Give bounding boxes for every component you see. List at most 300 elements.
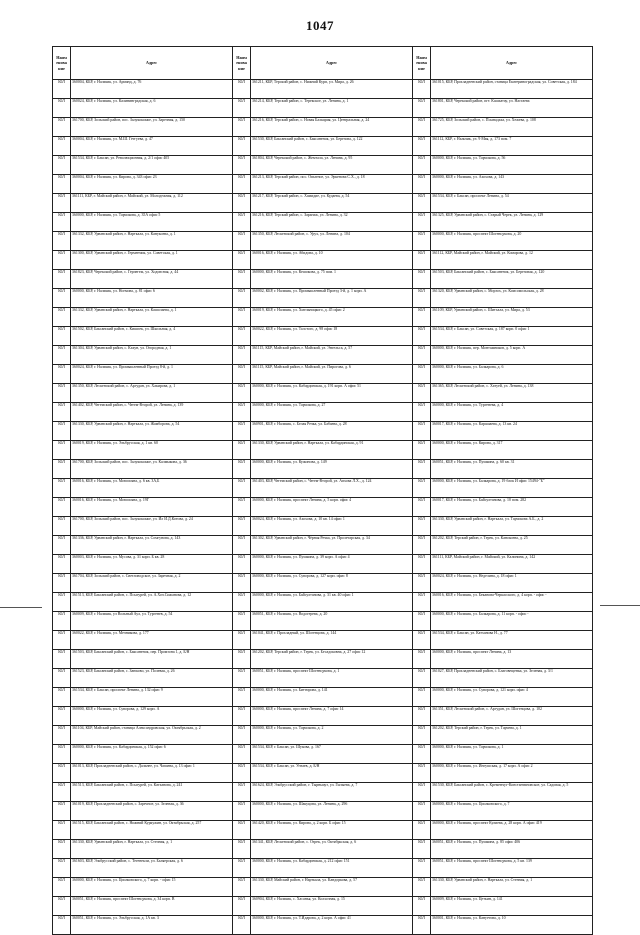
entity-type-cell: ЮЛ <box>413 726 431 745</box>
address-cell: 360000, КБР, г. Нальчик, ул. Ногмова, д. 81 офис 6 <box>71 289 233 308</box>
entity-type-cell: ЮЛ <box>233 916 251 935</box>
address-cell: 361019, КБР, Прохладненский район, с. Заречное, ул. Зеленая, д. 36 <box>71 802 233 821</box>
address-cell: 361624, КБР, Эльбрусский район, г. Тырныауз, ул. Гызыева, д. 7 <box>251 783 413 802</box>
entity-type-cell: ЮЛ <box>413 574 431 593</box>
address-cell: 361534, КБР, г. Баксан, проспект Ленина, д. 132 офис 9 <box>71 688 233 707</box>
entity-type-cell: ЮЛ <box>53 137 71 156</box>
table-row <box>53 403 593 422</box>
entity-type-cell: ЮЛ <box>233 80 251 99</box>
address-cell: 360051, КБР, г. Нальчик, ул. Водогерева, д. 20 <box>251 612 413 631</box>
address-cell: 361015, КБР, Прохладненский район, станица Екатериноградская, ул. Советская, д. 184 <box>431 80 593 99</box>
address-cell: 360000, КБР, г. Нальчик, ул. Т.Идарова, д. 2 корп. А офис 41 <box>251 916 413 935</box>
address-cell: 361513, КБР, Баксанский район, с. Псыгурей, ул. Катханова, д. 241 <box>71 783 233 802</box>
address-cell: 360019, КБР, г. Нальчик, ул. Эльбрусская, д. 1 кв. 60 <box>71 441 233 460</box>
entity-type-cell: ЮЛ <box>233 897 251 916</box>
address-cell: 361109, КБР, Урванский район, с. Шитхала, ул. Мира, д. 53 <box>431 308 593 327</box>
table-row <box>53 213 593 232</box>
entity-type-cell: ЮЛ <box>233 118 251 137</box>
left-margin-mark <box>0 607 42 608</box>
entity-type-cell: ЮЛ <box>233 251 251 270</box>
table-row <box>53 422 593 441</box>
table-row <box>53 517 593 536</box>
entity-type-cell: ЮЛ <box>413 479 431 498</box>
table-row <box>53 308 593 327</box>
entity-type-cell: ЮЛ <box>413 593 431 612</box>
entity-type-cell: ЮЛ <box>413 346 431 365</box>
entity-type-cell: ЮЛ <box>413 878 431 897</box>
entity-type-cell: ЮЛ <box>233 821 251 840</box>
entity-type-cell: ЮЛ <box>233 593 251 612</box>
entity-type-cell: ЮЛ <box>233 802 251 821</box>
entity-type-cell: ЮЛ <box>53 536 71 555</box>
table-row <box>53 251 593 270</box>
entity-type-cell: ЮЛ <box>233 384 251 403</box>
address-cell: 361534, КБР, г. Баксан, ул. Угнаев, д. Б/Н <box>251 764 413 783</box>
address-cell: 360904, КБР, г. Нальчик, с. Хасанья, ул. Колхозная, д. 15 <box>251 897 413 916</box>
address-cell: 361402, КБР, Чегемский район, с. Чегем-Второй, ул. Ленина, д. 139 <box>71 403 233 422</box>
entity-type-cell: ЮЛ <box>413 859 431 878</box>
entity-type-cell: ЮЛ <box>53 783 71 802</box>
entity-type-cell: ЮЛ <box>53 403 71 422</box>
entity-type-cell: ЮЛ <box>233 555 251 574</box>
address-cell: 360000, КБР, г. Нальчик, проспект Шогенцукова, д. 20 <box>431 232 593 251</box>
table-row <box>53 175 593 194</box>
address-cell: 361332, КБР, Урванский район, г. Нарткала, ул. Канукоева, д. 1 <box>71 232 233 251</box>
column-header-address: Адрес <box>71 47 233 80</box>
address-cell: 361202, КБР, Терский район, г. Терек, ул. Канокоева, д. 25 <box>431 536 593 555</box>
address-cell: 361320, КБР, Урванский район, с. Морзох, ул. Комсомольская, д. 28 <box>431 289 593 308</box>
table-row <box>53 897 593 916</box>
entity-type-cell: ЮЛ <box>53 574 71 593</box>
address-cell: 361013, КБР, Прохладненский район, с. Дальнее, ул. Чапаева, д. 13 офис 1 <box>71 764 233 783</box>
entity-type-cell: ЮЛ <box>413 764 431 783</box>
table-row <box>53 745 593 764</box>
entity-type-cell: ЮЛ <box>53 650 71 669</box>
table-row <box>53 156 593 175</box>
entity-type-cell: ЮЛ <box>413 308 431 327</box>
address-cell: 360000, КБР, г. Нальчик, ул. Тарчокова, д. 2 <box>251 726 413 745</box>
entity-type-cell: ЮЛ <box>233 422 251 441</box>
entity-type-cell: ЮЛ <box>53 840 71 859</box>
address-cell: 361700, КБР, Зольский район, пос. Залукокоаже, ул. Ил И.Д.Котова, д. 24 <box>71 517 233 536</box>
address-cell: 360000, КБР, г. Нальчик, ул. Балкарова, д. 11 корп. - офис - <box>431 612 593 631</box>
entity-type-cell: ЮЛ <box>233 859 251 878</box>
address-cell: 361534, КБР, г. Баксан, ул. Революционная, д. 2/1 офис 405 <box>71 156 233 175</box>
address-cell: 360000, КБР, г. Нальчик, ул. Кабардинская, д. 191 корп. А офис 51 <box>251 384 413 403</box>
address-cell: 360000, КБР, г. Нальчик, проспект Ленина, д. 5 корп. офис 4 <box>251 498 413 517</box>
entity-type-cell: ЮЛ <box>53 194 71 213</box>
entity-type-cell: ЮЛ <box>53 517 71 536</box>
entity-type-cell: ЮЛ <box>53 365 71 384</box>
table-row <box>53 327 593 346</box>
table-row <box>53 650 593 669</box>
table-header-row <box>53 47 593 80</box>
page-number: 1047 <box>306 18 334 33</box>
entity-type-cell: ЮЛ <box>233 346 251 365</box>
address-cell: 361503, КБР, Баксанский район, с. Баксаненок, ул. Березовая, д. 120 <box>431 270 593 289</box>
address-cell: 361341, КБР, Лескенский район, с. Озрек, ул. Октябрьская, д. 6 <box>251 840 413 859</box>
address-cell: 360022, КБР, г. Нальчик, ул. Мечникова, д. 177 <box>71 631 233 650</box>
address-cell: 361700, КБР, Зольский район, пос. Залукокоаже, ул. Калмыкова, д. 36 <box>71 460 233 479</box>
table-row <box>53 479 593 498</box>
entity-type-cell: ЮЛ <box>233 460 251 479</box>
address-cell: 360901, КБР, г. Нальчик, с. Белая Речка, ул. Бабаева, д. 28 <box>251 422 413 441</box>
address-cell: 360009, КБР, г. Нальчик, ул. Цеткин, д. 141 <box>431 897 593 916</box>
entity-type-cell: ЮЛ <box>233 365 251 384</box>
table-body <box>53 80 593 935</box>
entity-type-cell: ЮЛ <box>413 631 431 650</box>
address-cell: 361336, КБР, Урванский район, г. Нарткала, ул. Сомгунова, д. 143 <box>71 536 233 555</box>
entity-type-cell: ЮЛ <box>53 764 71 783</box>
address-cell: 361214, КБР, Терский район, с. Терекское, ул. Ленина, д. 1 <box>251 99 413 118</box>
table-row <box>53 536 593 555</box>
entity-type-cell: ЮЛ <box>53 745 71 764</box>
address-cell: 360000, КБР, г. Нальчик, ул. Шакуцова, ул. Ленина, д. 296 <box>251 802 413 821</box>
address-cell: 361202, КБР, Терский район, г. Терек, ул. Бесадоковна, д. 27 офис 12 <box>251 650 413 669</box>
address-cell: 360000, КБР, г. Нальчик, ул. Суворова, д. 127 корп. офис 8 <box>251 574 413 593</box>
entity-type-cell: ЮЛ <box>233 517 251 536</box>
entity-type-cell: ЮЛ <box>233 441 251 460</box>
entity-type-cell: ЮЛ <box>53 726 71 745</box>
entity-type-cell: ЮЛ <box>233 745 251 764</box>
table-row <box>53 764 593 783</box>
entity-type-cell: ЮЛ <box>233 403 251 422</box>
address-cell: 361027, КБР, Прохладненский район, с. Благовещенка, ул. Зеленая, д. 3/1 <box>431 669 593 688</box>
entity-type-cell: ЮЛ <box>413 498 431 517</box>
entity-type-cell: ЮЛ <box>53 802 71 821</box>
entity-type-cell: ЮЛ <box>53 897 71 916</box>
entity-type-cell: ЮЛ <box>413 422 431 441</box>
address-cell: 361330, КБР, Урванский район, г. Нарткала, ул. Тарчокова А.Б., д. 2 <box>431 517 593 536</box>
entity-type-cell: ЮЛ <box>53 555 71 574</box>
entity-type-cell: ЮЛ <box>413 916 431 935</box>
address-cell: 360000, КБР, г. Нальчик, ул. Суворова, д. 121 корп. офис 4 <box>431 688 593 707</box>
address-cell: 360000, КБР, г. Нальчик, ул. Тарчокова, д. 27 <box>251 403 413 422</box>
table-row <box>53 840 593 859</box>
address-cell: 360024, КБР, г. Нальчик, ул. Неделина, д. 18 офис 1 <box>431 574 593 593</box>
address-cell: 361534, КБР, г. Баксан, ул. Катханова Н., д. 77 <box>431 631 593 650</box>
table-row <box>53 80 593 99</box>
address-cell: 361515, КБР, Баксанский район, с. Нижний Куркужин, ул. Октябрьская, д. 257 <box>71 821 233 840</box>
address-cell: 360024, КБР, г. Нальчик, ул. Калининградская, д. 6 <box>71 99 233 118</box>
address-cell: 360000, КБР, г. Нальчик, ул. Кабардинская, д. 212 офис 151 <box>251 859 413 878</box>
entity-type-cell: ЮЛ <box>53 916 71 935</box>
entity-type-cell: ЮЛ <box>413 270 431 289</box>
address-cell: 361350, КБР, Лескенский район, с. Урух, ул. Ленина, д. 104 <box>251 232 413 251</box>
address-cell: 361330, КБР, Майский район, г. Нарткала, ул. Кандоркова, д. 57 <box>251 878 413 897</box>
table-row <box>53 346 593 365</box>
entity-type-cell: ЮЛ <box>233 232 251 251</box>
entity-type-cell: ЮЛ <box>413 194 431 213</box>
address-cell: 360000, КБР, г. Нальчик, ул. Кирова, д. 317 <box>431 441 593 460</box>
table-row <box>53 802 593 821</box>
table-row <box>53 289 593 308</box>
address-cell: 361725, КБР, Зольский район, с. Псынадаха, ул. Хежева, д. 108 <box>431 118 593 137</box>
table-row <box>53 441 593 460</box>
entity-type-cell: ЮЛ <box>53 308 71 327</box>
address-cell: 361534, КБР, г. Баксан, проспект Ленина, д. 54 <box>431 194 593 213</box>
address-cell: 361330, КБР, Урванский район, г. Нарткала, ул. Стенная, д. 1 <box>431 878 593 897</box>
entity-type-cell: ЮЛ <box>233 764 251 783</box>
entity-type-cell: ЮЛ <box>413 441 431 460</box>
entity-type-cell: ЮЛ <box>233 688 251 707</box>
address-cell: 361216, КБР, Терский район, с. Новая Балкария, ул. Центральная, д. 24 <box>251 118 413 137</box>
address-cell: 360000, КБР, г. Нальчик, ул. Тарчокова, д. 1 <box>431 745 593 764</box>
address-cell: 360051, КБР, г. Нальчик, ул. Эльбрусская, д. 1А кв. 3 <box>71 916 233 935</box>
entity-type-cell: ЮЛ <box>233 783 251 802</box>
entity-type-cell: ЮЛ <box>233 308 251 327</box>
address-cell: 360000, КБР, г. Нальчик, ул. Балкарова, д. 19 блок И офис 15494-"Б" <box>431 479 593 498</box>
entity-type-cell: ЮЛ <box>413 175 431 194</box>
address-cell: 360000, КБР, г. Нальчик, пер. Монтажников, д. 5 корп. А <box>431 346 593 365</box>
address-cell: 361211, КБР, Терский район, с. Нижний Курп, ул. Мира, д. 26 <box>251 80 413 99</box>
entity-type-cell: ЮЛ <box>413 555 431 574</box>
table-row <box>53 783 593 802</box>
entity-type-cell: ЮЛ <box>233 175 251 194</box>
table-row <box>53 498 593 517</box>
entity-type-cell: ЮЛ <box>53 612 71 631</box>
entity-type-cell: ЮЛ <box>413 137 431 156</box>
address-cell: 361530, КБР, Баксанский район, с. Баксаненок, ул. Березова, д. 122 <box>251 137 413 156</box>
address-cell: 361403, КБР, Чегемский район, с. Чегем-Второй, ул. Апхова Л.Х., д. 124 <box>251 479 413 498</box>
table-row <box>53 574 593 593</box>
table-row <box>53 555 593 574</box>
entity-type-cell: ЮЛ <box>233 479 251 498</box>
entity-type-cell: ЮЛ <box>233 650 251 669</box>
address-cell: 361302, КБР, Урванский район, г. Чёрная Речка, ул. Пролетарская, д. 34 <box>251 536 413 555</box>
entity-type-cell: ЮЛ <box>53 346 71 365</box>
entity-type-cell: ЮЛ <box>53 688 71 707</box>
entity-type-cell: ЮЛ <box>413 232 431 251</box>
address-cell: 361502, КБР, Баксанский район, с. Кишпек, ул. Школьная, д. 4 <box>71 327 233 346</box>
entity-type-cell: ЮЛ <box>233 726 251 745</box>
address-cell: 360019, КБР, г. Нальчик, ул. Хмельницкого, д. 45 офис 2 <box>251 308 413 327</box>
address-cell: 360000, КБР, г. Нальчик, ул. Байсултанова, д. 31 кв. 40 офис 1 <box>251 593 413 612</box>
address-cell: 360000, КБР, г. Нальчик, ул. Кешокова, д. 75 пом. 1 <box>251 270 413 289</box>
column-header-address: Адрес <box>251 47 413 80</box>
address-cell: 361041, КБР, г. Прохладный, ул. Шогенцова, д. 144 <box>251 631 413 650</box>
address-cell: 360016, КБР, г. Нальчик, ул. Абидова, д. 10 <box>251 251 413 270</box>
table-row <box>53 707 593 726</box>
address-cell: 360002, КБР, г. Нальчик, ул. Промышленный Проезд 3-й, д. 1 корп. А <box>251 289 413 308</box>
entity-type-cell: ЮЛ <box>53 669 71 688</box>
address-cell: 361330, КБР, Урванский район, г. Нарткала, ул. Кабардинская, д. 91 <box>251 441 413 460</box>
table-row <box>53 384 593 403</box>
table-row <box>53 859 593 878</box>
table-row <box>53 194 593 213</box>
entity-type-cell: ЮЛ <box>233 213 251 232</box>
address-cell: 360000, КБР, г. Нальчик, ул. Биттирова, д. 141 <box>251 688 413 707</box>
address-cell: 361213, КБР, Терский район, пос. Опытное, ул. Эркенова С.Х., д. 18 <box>251 175 413 194</box>
entity-type-cell: ЮЛ <box>233 270 251 289</box>
address-cell: 361216, КБР, Терский район, с. Зарагиж, ул. Ленина, д. 32 <box>251 213 413 232</box>
entity-type-cell: ЮЛ <box>233 194 251 213</box>
address-cell: 360022, КБР, г. Нальчик, ул. Толстого, д. 98 офис 18 <box>251 327 413 346</box>
address-cell: 360000, КБР, г. Нальчик, ул. Ахохова, д. 143 <box>431 175 593 194</box>
address-cell: 361112, КБР, г. Нальчик, ул. 9 Мая, д. 173 пом. 7 <box>431 137 593 156</box>
address-cell: 360004, КБР, г. Нальчик, ул. Арманд, д. 76 <box>71 80 233 99</box>
entity-type-cell: ЮЛ <box>413 517 431 536</box>
table-row <box>53 612 593 631</box>
address-cell: 361513, КБР, Баксанский район, с. Псыгурей, ул. А.Хоч.Сижанова, д. 12 <box>71 593 233 612</box>
address-cell: 361704, КБР, Зольский район, с. Светловодское, ул. Заречная, д. 2 <box>71 574 233 593</box>
table-row <box>53 232 593 251</box>
address-table-wrapper <box>52 46 592 920</box>
address-cell: 361300, КБР, Урванский район, г. Герменчик, ул. Советская, д. 1 <box>71 251 233 270</box>
column-header-type: Наим енова ние <box>53 47 71 80</box>
address-cell: 361420, КБР, г. Нальчик, ул. Кирова, д. 2 корп. Б офис 15 <box>251 821 413 840</box>
address-cell: 361603, КБР, Эльбрусский район, с. Тегенекли, ул. Баляерская, д. 6 <box>71 859 233 878</box>
table-row <box>53 593 593 612</box>
address-cell: 361112, КБР, Майский район, г. Майский, ул. Комарова, д. 12 <box>431 251 593 270</box>
address-cell: 360000, КБР, г. Нальчик, ул. Суворова, д. 129 корп. А <box>71 707 233 726</box>
entity-type-cell: ЮЛ <box>233 289 251 308</box>
address-cell: 360000, КБР, г. Нальчик, ул. Тарчокова, д. 35А офис 5 <box>71 213 233 232</box>
entity-type-cell: ЮЛ <box>53 384 71 403</box>
entity-type-cell: ЮЛ <box>53 213 71 232</box>
entity-type-cell: ЮЛ <box>233 631 251 650</box>
address-cell: 361530, КБР, Баксанский район, с. Кременчуг-Константиновское, ул. Садовая, д. 5 <box>431 783 593 802</box>
entity-type-cell: ЮЛ <box>413 365 431 384</box>
entity-type-cell: ЮЛ <box>413 745 431 764</box>
entity-type-cell: ЮЛ <box>413 460 431 479</box>
entity-type-cell: ЮЛ <box>53 175 71 194</box>
entity-type-cell: ЮЛ <box>233 536 251 555</box>
entity-type-cell: ЮЛ <box>413 840 431 859</box>
address-cell: 361332, КБР, Урванский район, г. Нарткала, ул. Кашолаева, д. 1 <box>71 308 233 327</box>
address-cell: 360000, КБР, г. Нальчик, проспект Кулиева, д. 28 корп. А офис 419 <box>431 821 593 840</box>
address-cell: 361217, КБР, Терский район, с. Хамидие, ул. Кудаева, д. 54 <box>251 194 413 213</box>
table-row <box>53 631 593 650</box>
address-cell: 360009, КБР, г. Нальчик, ул Вольный Аул, ул. Тургенев, д. 54 <box>71 612 233 631</box>
table-row <box>53 669 593 688</box>
entity-type-cell: ЮЛ <box>413 612 431 631</box>
address-cell: 360004, КБР, г. Нальчик, ул. М.Ш. Гетгуева, д. 47 <box>71 137 233 156</box>
table-row <box>53 460 593 479</box>
entity-type-cell: ЮЛ <box>53 479 71 498</box>
entity-type-cell: ЮЛ <box>53 422 71 441</box>
address-cell: 360000, КБР, г. Нальчик, проспект Ленина, д. 13 <box>431 650 593 669</box>
address-cell: 361325, КБР, Урванский район, с. Старый Черек, ул. Ленина, д. 129 <box>431 213 593 232</box>
address-cell: 361534, КБР, г. Баксан, ул. Советская, д. 187 корп. 0 офис 1 <box>431 327 593 346</box>
table-row <box>53 916 593 935</box>
entity-type-cell: ЮЛ <box>53 99 71 118</box>
entity-type-cell: ЮЛ <box>413 327 431 346</box>
entity-type-cell: ЮЛ <box>233 707 251 726</box>
entity-type-cell: ЮЛ <box>413 897 431 916</box>
address-cell: 360004, КБР, г. Нальчик, ул. Кирова, д. 343 офис 23 <box>71 175 233 194</box>
address-cell: 360016, КБР, г. Нальчик, ул. Мовсисяна, д. 19Г <box>71 498 233 517</box>
column-header-type: Наим енова ние <box>233 47 251 80</box>
entity-type-cell: ЮЛ <box>413 99 431 118</box>
address-cell: 360000, КБР, г. Нальчик, ул. Тургенева, д. 4 <box>431 403 593 422</box>
address-cell: 360003, КБР, г. Нальчик, ул. Мусова, д. 31 корп. Б кв. 28 <box>71 555 233 574</box>
entity-type-cell: ЮЛ <box>53 441 71 460</box>
entity-type-cell: ЮЛ <box>413 536 431 555</box>
entity-type-cell: ЮЛ <box>413 251 431 270</box>
address-cell: 360001, КБР, г. Нальчик, ул. Кануетова, д. 10 <box>431 916 593 935</box>
address-cell: 361534, КБР, г. Баксан, ул. Шукова, д. 167 <box>251 745 413 764</box>
entity-type-cell: ЮЛ <box>413 213 431 232</box>
address-cell: 361351, КБР, Лескенский район, с. Аргудан, ул. Шогенцова, д. 102 <box>431 707 593 726</box>
address-cell: 361330, КБР, Урванский район, г. Нарткала, ул. Степная, д. 1 <box>71 840 233 859</box>
table-row <box>53 118 593 137</box>
address-cell: 360024, КБР, г. Нальчик, ул. Ахохова, д. 10 кв. 14 офис 1 <box>251 517 413 536</box>
address-cell: 360016, КБР, г. Нальчик, ул. Беканова-Черкасского, д. 4 корп. - офис - <box>431 593 593 612</box>
entity-type-cell: ЮЛ <box>233 574 251 593</box>
table-row <box>53 878 593 897</box>
column-header-address: Адрес <box>431 47 593 80</box>
address-cell: 360000, КБР, г. Нальчик, ул. Ингушская, д. 17 корп. А офис 2 <box>431 764 593 783</box>
address-cell: 361111, КБР, г. Майский район, г. Майский, ул. Молодежная, д. 112 <box>71 194 233 213</box>
entity-type-cell: ЮЛ <box>413 688 431 707</box>
table-row <box>53 270 593 289</box>
address-cell: 361104, КБР, Майский район, станица Александровская, ул. Октябрьская, д. 2 <box>71 726 233 745</box>
table-row <box>53 99 593 118</box>
address-cell: 360051, КБР, г. Нальчик, проспект Шогенцукова, д. 5 кв. 139 <box>431 859 593 878</box>
entity-type-cell: ЮЛ <box>233 156 251 175</box>
entity-type-cell: ЮЛ <box>53 593 71 612</box>
entity-type-cell: ЮЛ <box>53 289 71 308</box>
entity-type-cell: ЮЛ <box>53 327 71 346</box>
address-cell: 360000, КБР, г. Нальчик, ул. Циолковского, д. 7 корп. - офис 15 <box>71 878 233 897</box>
entity-type-cell: ЮЛ <box>53 631 71 650</box>
entity-type-cell: ЮЛ <box>53 821 71 840</box>
table-row <box>53 365 593 384</box>
entity-type-cell: ЮЛ <box>233 840 251 859</box>
entity-type-cell: ЮЛ <box>53 80 71 99</box>
right-margin-mark <box>600 605 640 606</box>
entity-type-cell: ЮЛ <box>413 118 431 137</box>
address-cell: 360000, КБР, г. Нальчик, ул. Кужонова, д. 149 <box>251 460 413 479</box>
address-cell: 360000, КБР, г. Нальчик, ул. Кабардинская, д. 152 офис 6 <box>71 745 233 764</box>
address-cell: 361115, КБР, Майский район, г. Майский, ул. Энгельса, д. 57 <box>251 346 413 365</box>
entity-type-cell: ЮЛ <box>233 612 251 631</box>
entity-type-cell: ЮЛ <box>53 878 71 897</box>
address-cell: 361330, КБР, Урванский район, г. Нарткала, ул. Жамборова, д. 54 <box>71 422 233 441</box>
address-cell: 361115, КБР, Майский район, г. Майский, ул. Пирогова, д. 6 <box>251 365 413 384</box>
address-cell: 360000, КБР, г. Нальчик, ул. Циолковского, д. 7 <box>431 802 593 821</box>
entity-type-cell: ЮЛ <box>53 232 71 251</box>
address-cell: 360016, КБР, г. Нальчик, ул. Мовсисяна, д. 6 кв. 3А,Б <box>71 479 233 498</box>
address-cell: 361801, КБР, Черекский район, пгт. Кашхатау, ул. Настаева <box>431 99 593 118</box>
address-cell: 360051, КБР, г. Нальчик, проспект Шогенцукова, д. 34 корп. В <box>71 897 233 916</box>
address-cell: 360000, КБР, г. Нальчик, проспект Ленина, д. 7 офис 14 <box>251 707 413 726</box>
address-cell: 360051, КБР, г. Нальчик, проспект Шогенцукова, д. 1 <box>251 669 413 688</box>
entity-type-cell: ЮЛ <box>233 878 251 897</box>
table-row <box>53 726 593 745</box>
address-cell: 360000, КБР, г. Нальчик, ул. Тарчокова, д. 56 <box>431 156 593 175</box>
address-cell: 360017, КБР, г. Нальчик, ул. Карашаева, д. 13 кв. 24 <box>431 422 593 441</box>
address-cell: 360051, КБР, г. Нальчик, ул. Пушкина, д. 85 офис 406 <box>431 840 593 859</box>
entity-type-cell: ЮЛ <box>413 650 431 669</box>
address-cell: 361503, КБР, Баксанский район, с. Баксаненок, пер. Промзона 1, д. Б/Н <box>71 650 233 669</box>
address-cell: 360000, КБР, г. Нальчик, ул. Пушкина, д. 39 корп. А офис 4 <box>251 555 413 574</box>
entity-type-cell: ЮЛ <box>413 802 431 821</box>
address-cell: 360000, КБР, г. Нальчик, ул. Балкарова, д. 6 <box>431 365 593 384</box>
entity-type-cell: ЮЛ <box>233 498 251 517</box>
entity-type-cell: ЮЛ <box>53 498 71 517</box>
address-cell: 361304, КБР, Урванский район, с. Кахун, ул. Огородная, д. 1 <box>71 346 233 365</box>
entity-type-cell: ЮЛ <box>53 118 71 137</box>
entity-type-cell: ЮЛ <box>233 669 251 688</box>
entity-type-cell: ЮЛ <box>53 859 71 878</box>
entity-type-cell: ЮЛ <box>233 327 251 346</box>
entity-type-cell: ЮЛ <box>53 156 71 175</box>
table-row <box>53 688 593 707</box>
address-cell: 361350, КБР, Лескенский район, с. Аргудан, ул. Хакирова, д. 1 <box>71 384 233 403</box>
address-cell: 361111, КБР, Майский район, г. Майский, ул. Калинина, д. 142 <box>431 555 593 574</box>
